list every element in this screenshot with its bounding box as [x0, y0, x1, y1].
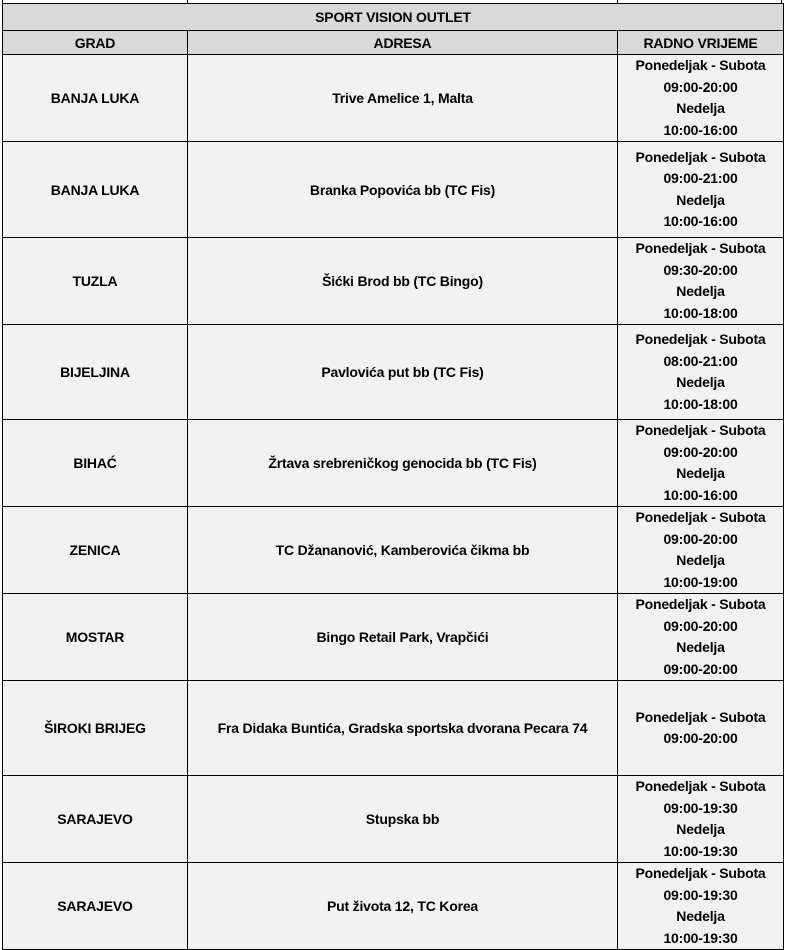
hours-line: Ponedeljak - Subota [635, 57, 766, 73]
hours-line: Nedelja [676, 821, 725, 837]
table-row [3, 776, 784, 863]
hours-line: Ponedeljak - Subota [635, 331, 766, 347]
city-cell: ZENICA [3, 507, 188, 594]
hours-line: 10:00-18:00 [663, 304, 738, 321]
city-cell: ŠIROKI BRIJEG [3, 681, 188, 776]
address-cell: Branka Popovića bb (TC Fis) [188, 142, 618, 238]
hours-line: 09:00-20:00 [663, 660, 738, 677]
table-title: SPORT VISION OUTLET [3, 4, 784, 31]
hours-cell [618, 55, 784, 142]
hours-cell [618, 594, 784, 681]
column-header-hours: RADNO VRIJEME [618, 31, 784, 55]
city-cell: BIHAĆ [3, 420, 188, 507]
hours-cell [618, 325, 784, 420]
table-row [3, 55, 784, 142]
city-cell: MOSTAR [3, 594, 188, 681]
table-row [3, 238, 784, 325]
hours-line: Ponedeljak - Subota [635, 240, 766, 256]
city-cell: TUZLA [3, 238, 188, 325]
address-cell: TC Džananović, Kamberovića čikma bb [188, 507, 618, 594]
outlet-table [2, 3, 784, 950]
hours-cell [618, 507, 784, 594]
address-cell: Trive Amelice 1, Malta [188, 55, 618, 142]
hours-cell [618, 142, 784, 238]
hours-line: Nedelja [676, 374, 725, 390]
hours-line: 10:00-16:00 [663, 213, 738, 229]
hours-line: 09:00-20:00 [663, 78, 738, 95]
hours-line: 09:00-20:00 [663, 617, 738, 634]
hours-line: 08:00-21:00 [663, 352, 738, 369]
city-cell: SARAJEVO [3, 776, 188, 863]
column-header-city: GRAD [3, 31, 188, 55]
hours-line: 09:00-20:00 [663, 530, 738, 547]
hours-line: 09:00-21:00 [663, 170, 738, 186]
hours-line: Nedelja [676, 100, 725, 116]
hours-cell [618, 238, 784, 325]
table-row [3, 507, 784, 594]
hours-line: Ponedeljak - Subota [635, 422, 766, 438]
hours-line: 09:30-20:00 [663, 261, 738, 278]
address-cell: Stupska bb [188, 776, 618, 863]
city-cell: SARAJEVO [3, 863, 188, 950]
table-row [3, 681, 784, 776]
address-cell: Bingo Retail Park, Vrapčići [188, 594, 618, 681]
table-row [3, 420, 784, 507]
hours-line: Ponedeljak - Subota [635, 509, 766, 525]
hours-line: 09:00-20:00 [663, 730, 738, 746]
address-cell: Žrtava srebreničkog genocida bb (TC Fis) [188, 420, 618, 507]
hours-line: 09:00-20:00 [663, 443, 738, 460]
hours-line: Ponedeljak - Subota [635, 778, 766, 794]
hours-line: Nedelja [676, 908, 725, 924]
hours-line: Nedelja [676, 639, 725, 655]
city-cell: BIJELJINA [3, 325, 188, 420]
hours-line: 10:00-19:30 [663, 842, 738, 859]
hours-cell [618, 863, 784, 950]
address-cell: Fra Didaka Buntića, Gradska sportska dvorana Pecara 74 [188, 681, 618, 776]
address-cell: Šićki Brod bb (TC Bingo) [188, 238, 618, 325]
city-cell: BANJA LUKA [3, 55, 188, 142]
table-row [3, 325, 784, 420]
hours-line: 10:00-19:30 [663, 929, 738, 946]
hours-line: Ponedeljak - Subota [635, 865, 766, 881]
hours-line: Nedelja [676, 283, 725, 299]
hours-line: 10:00-18:00 [663, 395, 738, 412]
hours-line: 10:00-19:00 [663, 573, 738, 590]
hours-cell [618, 776, 784, 863]
table-row [3, 142, 784, 238]
address-cell: Put života 12, TC Korea [188, 863, 618, 950]
hours-cell [618, 420, 784, 507]
hours-cell [618, 681, 784, 776]
hours-line: Nedelja [676, 191, 725, 208]
hours-line: Ponedeljak - Subota [635, 708, 766, 725]
address-cell: Pavlovića put bb (TC Fis) [188, 325, 618, 420]
city-cell: BANJA LUKA [3, 142, 188, 238]
column-header-address: ADRESA [188, 31, 618, 55]
hours-line: 10:00-16:00 [663, 486, 738, 503]
table-row [3, 594, 784, 681]
hours-line: 10:00-16:00 [663, 121, 738, 138]
hours-line: Nedelja [676, 465, 725, 481]
hours-line: 09:00-19:30 [663, 799, 738, 816]
hours-line: Nedelja [676, 552, 725, 568]
hours-line: 09:00-19:30 [663, 886, 738, 903]
hours-line: Ponedeljak - Subota [635, 148, 766, 165]
hours-line: Ponedeljak - Subota [635, 596, 766, 612]
table-row [3, 863, 784, 950]
